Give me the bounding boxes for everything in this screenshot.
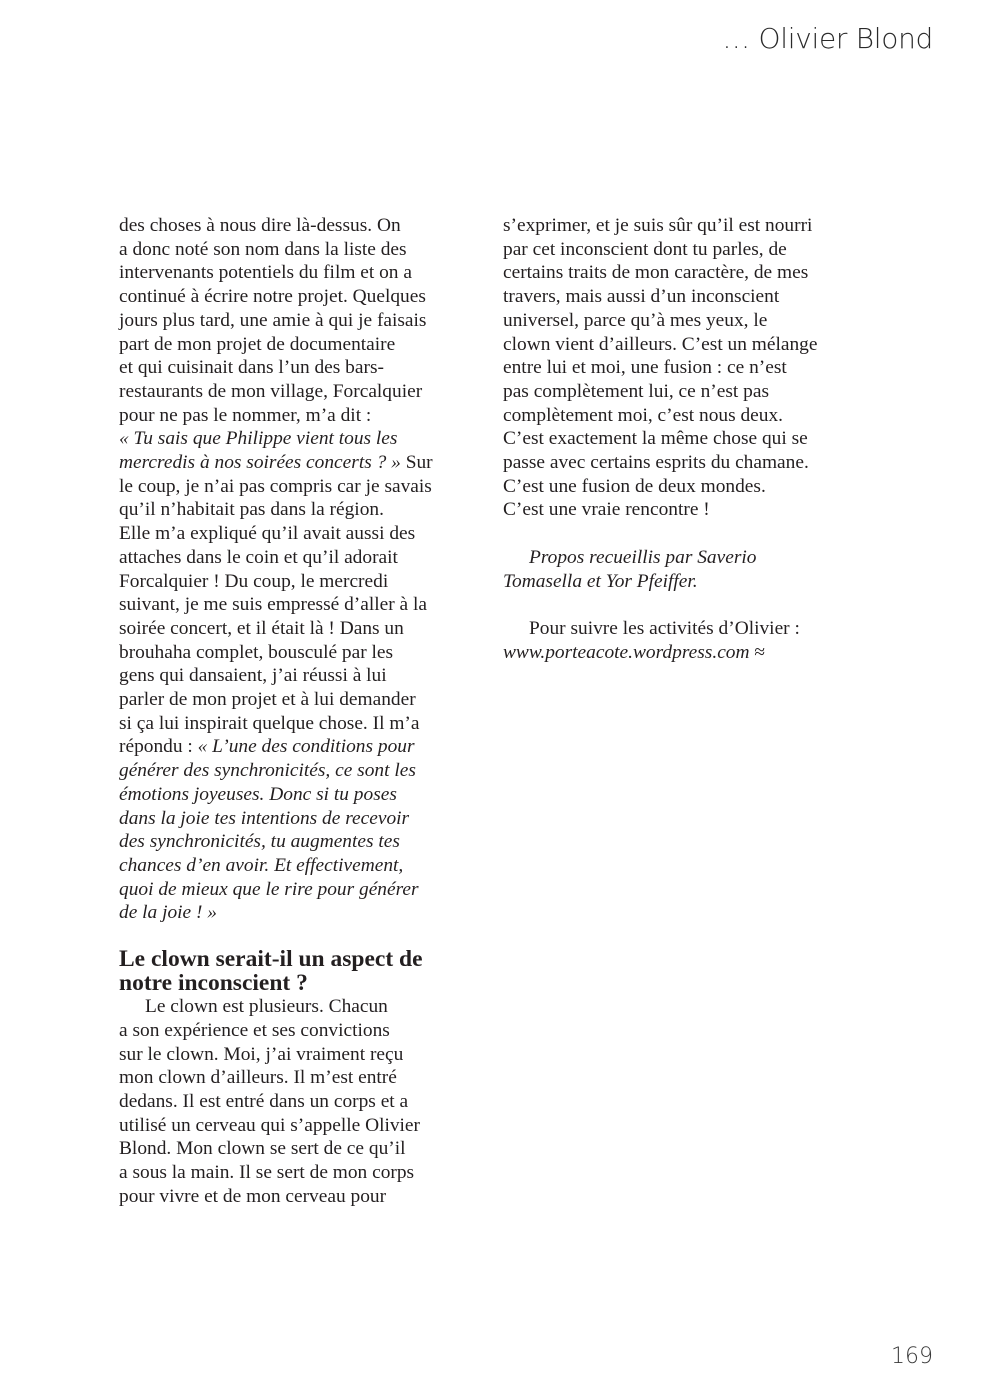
heading-line: Le clown serait-il un aspect de xyxy=(119,946,423,973)
text-line: gens qui dansaient, j’ai réussi à lui xyxy=(119,665,387,687)
text-line: qu’il n’habitait pas dans la région. xyxy=(119,499,384,521)
text-line: utilisé un cerveau qui s’appelle Olivier xyxy=(119,1114,420,1136)
right-column xyxy=(503,214,873,664)
text-line: a son expérience et ses convictions xyxy=(119,1019,390,1041)
text-line: le coup, je n’ai pas compris car je savais xyxy=(119,475,432,497)
spacer xyxy=(503,593,873,617)
text-line: restaurants de mon village, Forcalquier xyxy=(119,380,423,402)
text-line: a donc noté son nom dans la liste des xyxy=(119,238,407,260)
text-line: parler de mon projet et à lui demander xyxy=(119,689,416,711)
credits-line: Propos recueillis par Saverio xyxy=(529,546,757,568)
text-line: jours plus tard, une amie à qui je faisais xyxy=(119,309,427,331)
text-line: Le clown est plusieurs. Chacun xyxy=(145,996,388,1018)
text-fragment: Sur xyxy=(400,452,433,474)
text-line xyxy=(119,735,489,759)
credits xyxy=(503,546,873,593)
follow-info xyxy=(503,617,873,664)
page-number: 169 xyxy=(891,1344,933,1369)
end-mark-icon: ≈ xyxy=(749,641,766,663)
quote-line: chances d’en avoir. Et effectivement, xyxy=(119,854,404,876)
paragraph-intro xyxy=(119,214,489,925)
text-line: C’est une vraie rencontre ! xyxy=(503,499,710,521)
text-line: s’exprimer, et je suis sûr qu’il est nourri xyxy=(503,215,813,236)
paragraph-continuation xyxy=(503,214,873,522)
text-line: Elle m’a expliqué qu’il avait aussi des xyxy=(119,523,416,545)
text-line: passe avec certains esprits du chamane. xyxy=(503,452,809,474)
quote-line: quoi de mieux que le rire pour générer xyxy=(119,878,419,900)
text-line: entre lui et moi, une fusion : ce n’est xyxy=(503,357,787,379)
text-line: certains traits de mon caractère, de mes xyxy=(503,262,809,284)
text-fragment: répondu : xyxy=(119,736,198,758)
text-line: et qui cuisinait dans l’un des bars- xyxy=(119,357,384,379)
quote-fragment: « L’une des conditions pour xyxy=(197,736,415,758)
text-line: travers, mais aussi d’un inconscient xyxy=(503,286,780,308)
text-line: mon clown d’ailleurs. Il m’est entré xyxy=(119,1067,397,1089)
text-line: universel, parce qu’à mes yeux, le xyxy=(503,309,768,331)
quote-line: dans la joie tes intentions de recevoir xyxy=(119,807,410,829)
text-line: soirée concert, et il était là ! Dans un xyxy=(119,617,404,639)
text-line: attaches dans le coin et qu’il adorait xyxy=(119,546,398,568)
section-heading xyxy=(119,947,489,995)
quote-line: émotions joyeuses. Donc si tu poses xyxy=(119,783,397,805)
text-line: C’est exactement la même chose qui se xyxy=(503,428,808,450)
text-line: C’est une fusion de deux mondes. xyxy=(503,475,766,497)
website-link[interactable]: www.porteacote.wordpress.com xyxy=(503,641,750,663)
text-line: pour vivre et de mon cerveau pour xyxy=(119,1185,387,1207)
text-line: a sous la main. Il se sert de mon corps xyxy=(119,1162,415,1184)
text-line: des choses à nous dire là-dessus. On xyxy=(119,215,401,236)
text-line: continué à écrire notre projet. Quelques xyxy=(119,286,426,308)
quote-fragment: mercredis à nos soirées concerts ? » xyxy=(119,452,401,474)
text-line: part de mon projet de documentaire xyxy=(119,333,396,355)
text-line: pas complètement lui, ce n’est pas xyxy=(503,380,769,402)
text-line: suivant, je me suis empressé d’aller à la xyxy=(119,594,427,616)
text-line: brouhaha complet, bousculé par les xyxy=(119,641,394,663)
text-line: Forcalquier ! Du coup, le mercredi xyxy=(119,570,389,592)
text-line: par cet inconscient dont tu parles, de xyxy=(503,238,787,260)
follow-line xyxy=(503,641,873,665)
quote-line: « Tu sais que Philippe vient tous les xyxy=(119,428,398,450)
credits-line: Tomasella et Yor Pfeiffer. xyxy=(503,570,698,592)
left-column xyxy=(119,214,489,1208)
text-line: pour ne pas le nommer, m’a dit : xyxy=(119,404,372,426)
quote-line: des synchronicités, tu augmentes tes xyxy=(119,831,400,853)
text-line: Blond. Mon clown se sert de ce qu’il xyxy=(119,1138,406,1160)
text-line: complètement moi, c’est nous deux. xyxy=(503,404,784,426)
text-line xyxy=(119,451,489,475)
text-line: si ça lui inspirait quelque chose. Il m’a xyxy=(119,712,420,734)
follow-text: Pour suivre les activités d’Olivier : xyxy=(529,617,800,639)
text-line: sur le clown. Moi, j’ai vraiment reçu xyxy=(119,1043,404,1065)
quote-line: générer des synchronicités, ce sont les xyxy=(119,760,416,782)
running-header-title: … Olivier Blond xyxy=(722,22,933,55)
text-line: dedans. Il est entré dans un corps et a xyxy=(119,1090,409,1112)
heading-line: notre inconscient ? xyxy=(119,970,308,997)
quote-line: de la joie ! » xyxy=(119,902,218,924)
text-line: intervenants potentiels du film et on a xyxy=(119,262,412,284)
spacer xyxy=(503,522,873,546)
text-line: clown vient d’ailleurs. C’est un mélange xyxy=(503,333,818,355)
paragraph-clown xyxy=(119,995,489,1208)
